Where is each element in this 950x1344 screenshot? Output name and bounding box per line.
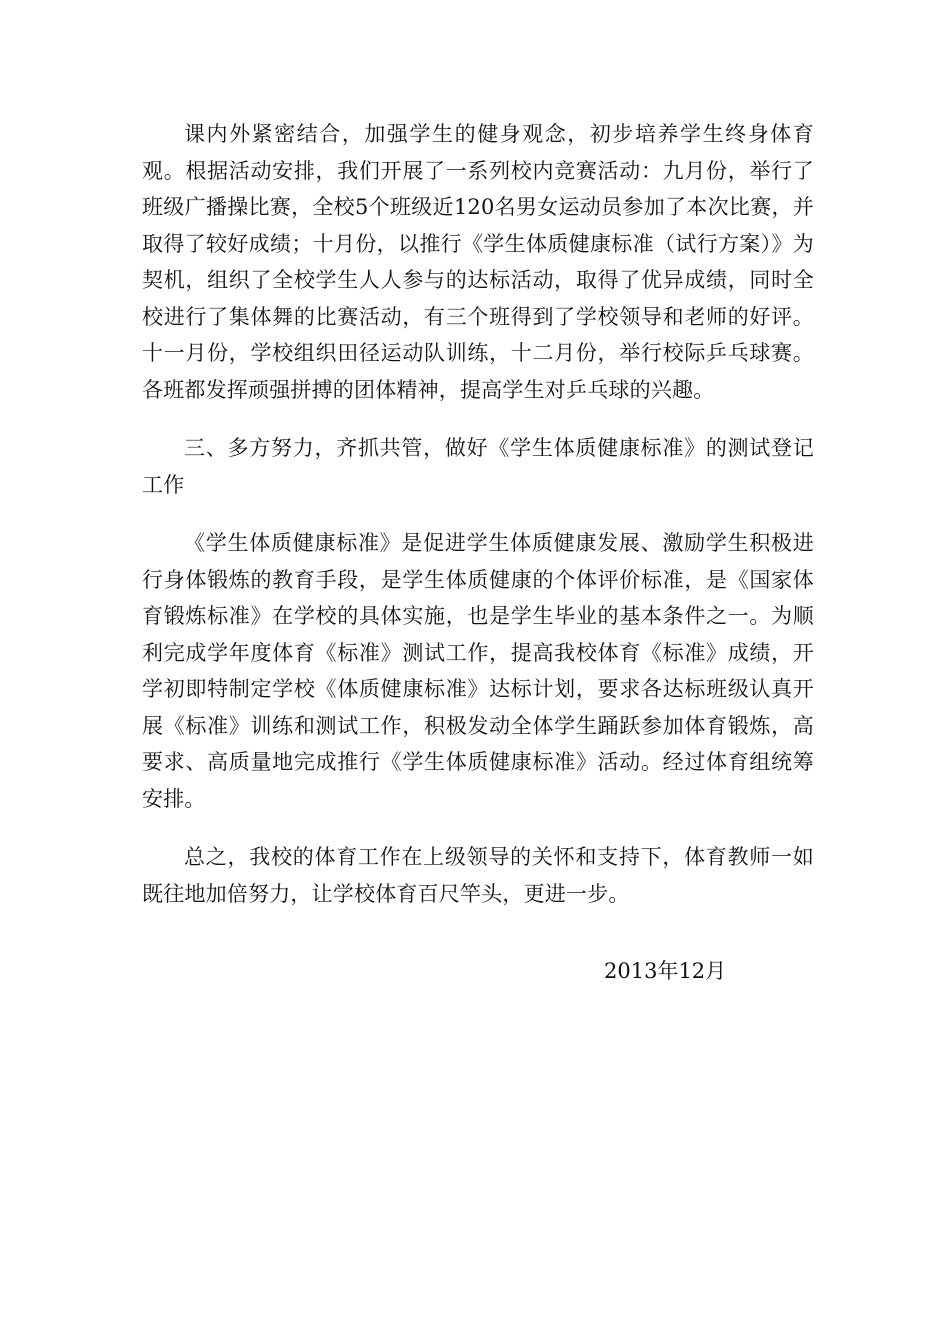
paragraph-standards: 《学生体质健康标准》是促进学生体质健康发展、激励学生积极进行身体锻炼的教育手段，是学生体质健康的个体评价标准，是《国家体育锻炼标准》在学校的具体实施，也是学生毕业的基本条件之一。为顺利完成学年度体育《标准》测试工作，提高我校体育《标准》成绩，开学初即特制定学校《体质健康标准》达标计划，要求各达标班级认真开展《标准》训练和测试工作，积极发动全体学生踊跃参加体育锻炼，高要求、高质量地完成推行《学生体质健康标准》活动。经过体育组统筹安排。	[142, 531, 814, 811]
paragraph-activities: 课内外紧密结合，加强学生的健身观念，初步培养学生终身体育观。根据活动安排，我们开展了一系列校内竞赛活动：九月份，举行了班级广播操比赛，全校5个班级近120名男女运动员参加了本次比赛，并取得了较好成绩；十月份，以推行《学生体质健康标准（试行方案）》为契机，组织了全校学生人人参与的达标活动，取得了优异成绩，同时全校进行了集体舞的比赛活动，有三个班得到了学校领导和老师的好评。十一月份，学校组织田径运动队训练，十二月份，举行校际乒乓球赛。各班都发挥顽强拼搏的团体精神，提高学生对乒乓球的兴趣。	[142, 122, 814, 402]
section-heading-three: 三、多方努力，齐抓共管，做好《学生体质健康标准》的测试登记工作	[142, 436, 814, 497]
paragraph-conclusion: 总之，我校的体育工作在上级领导的关怀和支持下，体育教师一如既往地加倍努力，让学校体育百尺竿头，更进一步。	[142, 845, 814, 906]
document-body	[142, 116, 814, 912]
document-date: 2013年12月	[604, 959, 727, 983]
